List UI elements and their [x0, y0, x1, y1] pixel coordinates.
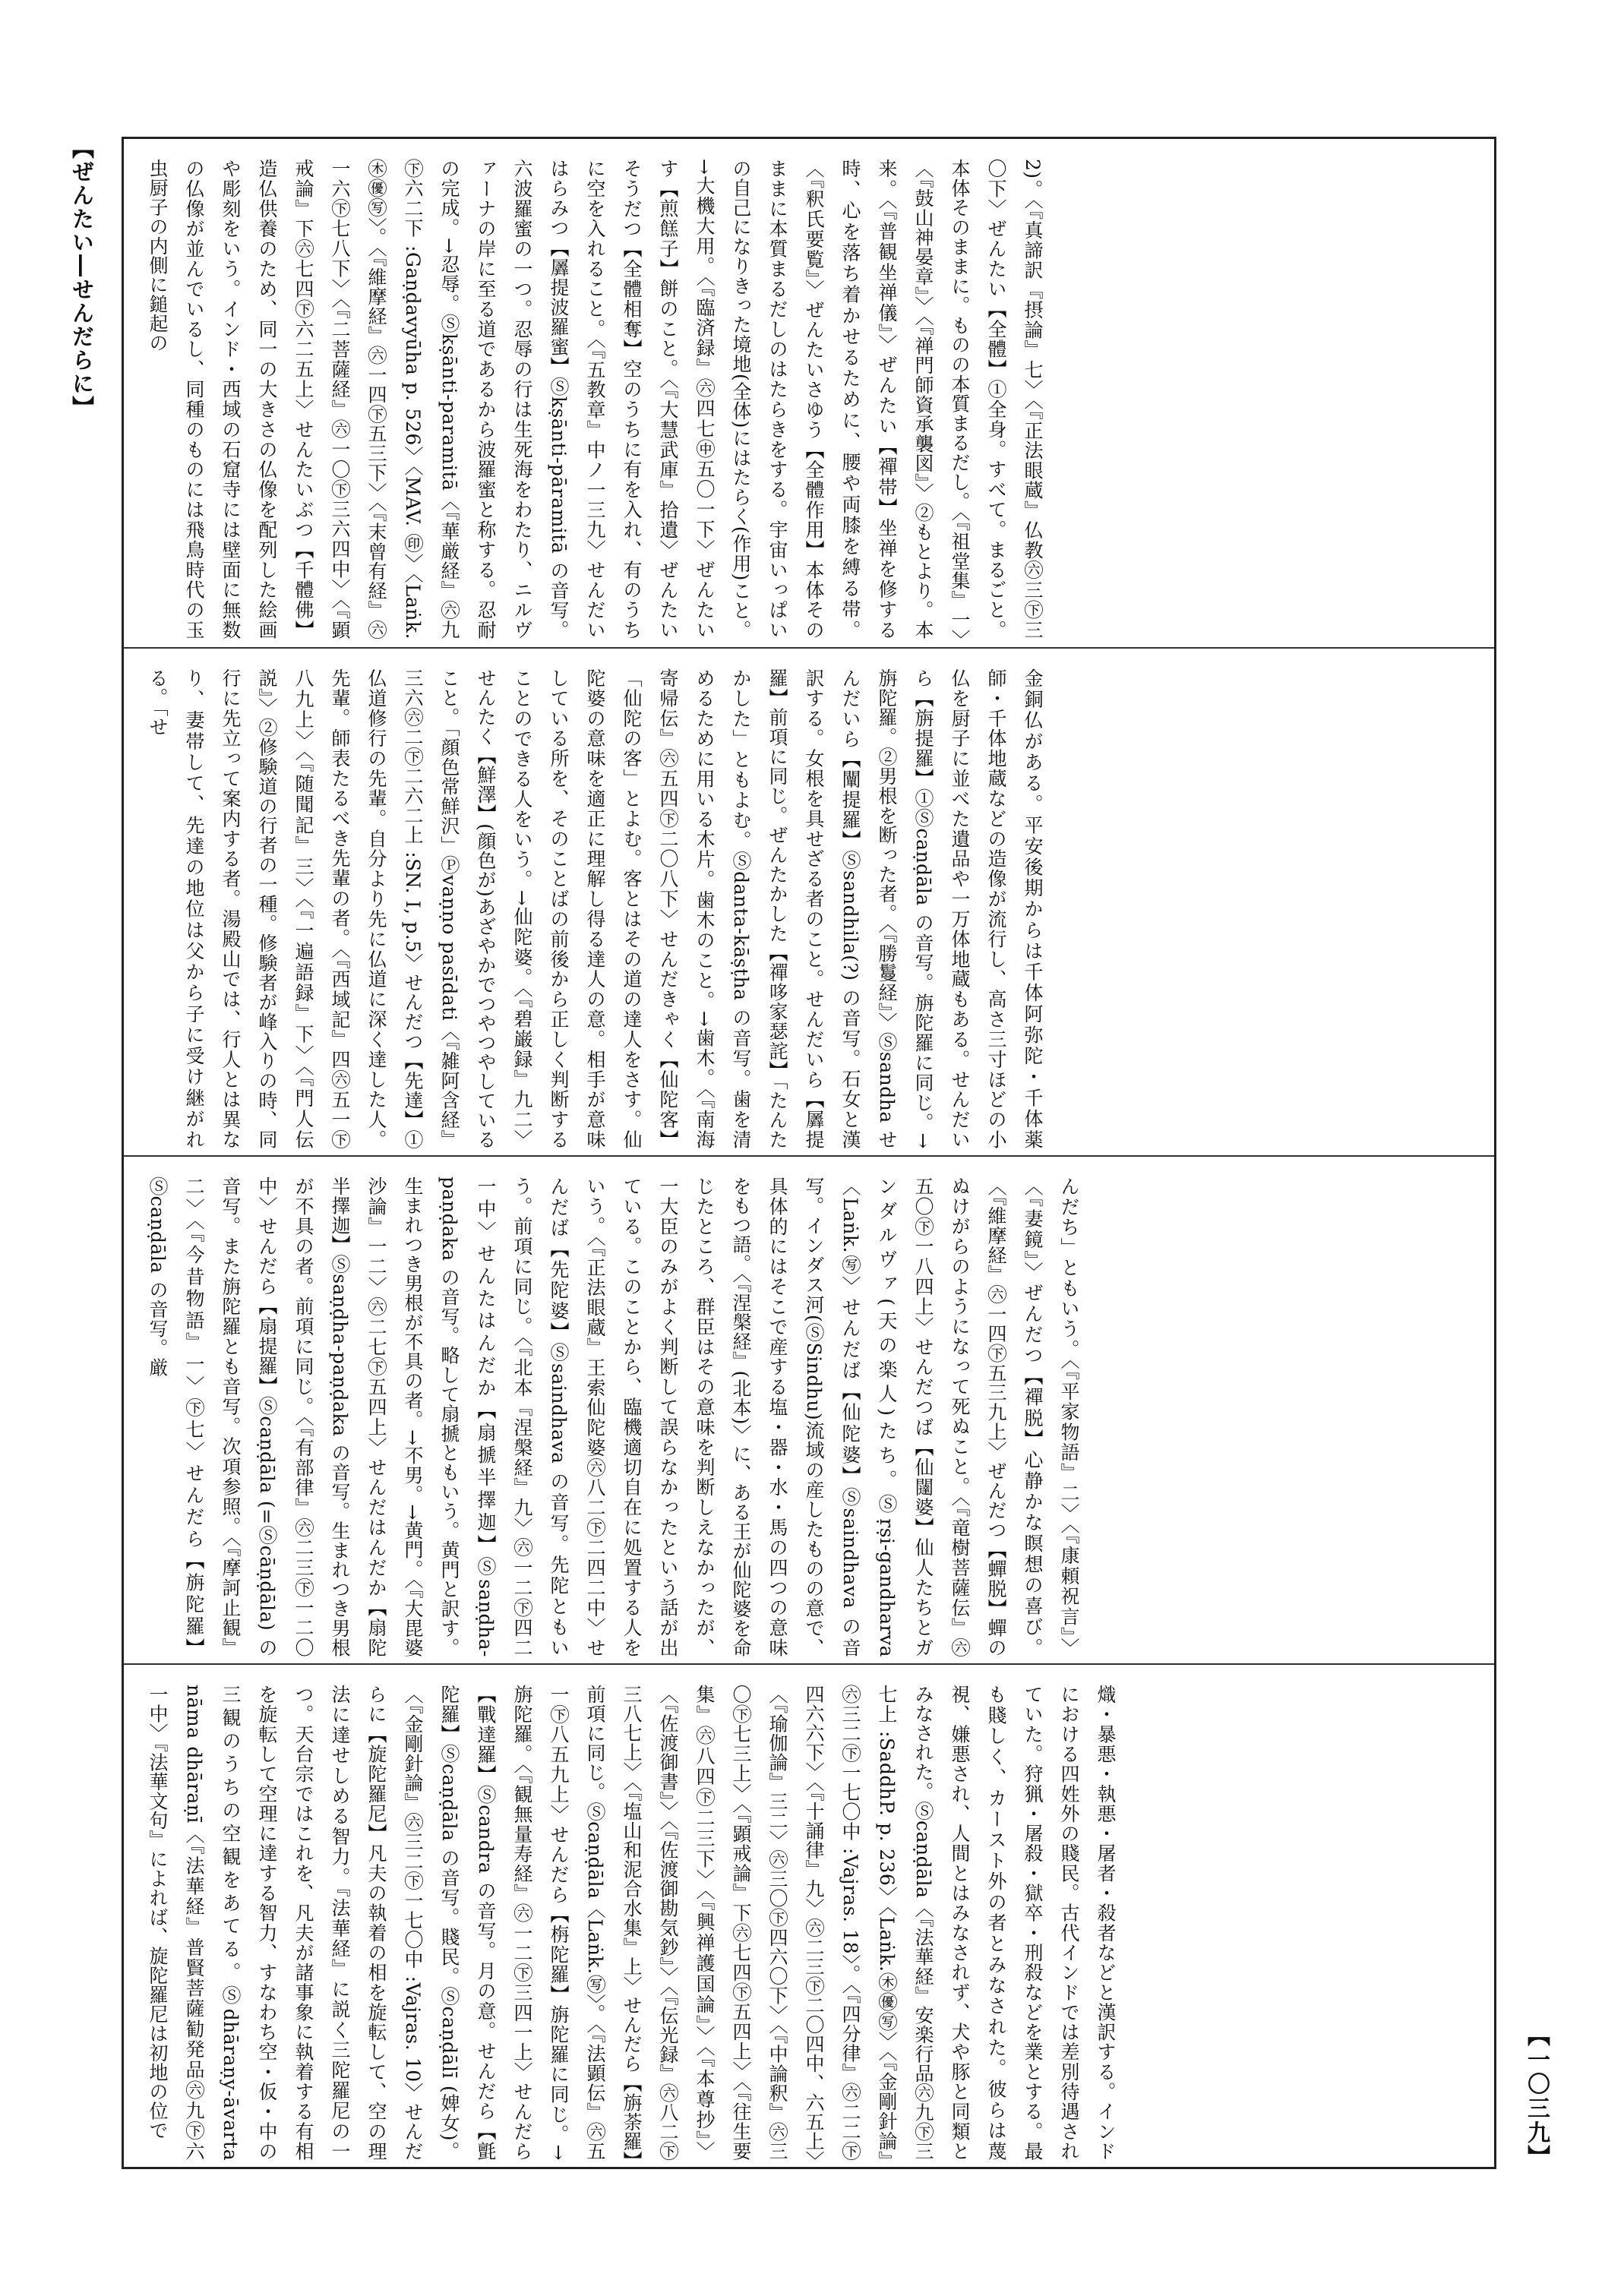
tier-1-text: 2)。〈『真諦訳『摂論』七〉〈『正法眼蔵』仏教㊅三㊦三〇下〉ぜんたい【全體】①全身。すべて。まるごと。本体そのままに。ものの本質まるだし。〈『祖堂集』一〉〈『鼓山神晏章』〉〈『禅門師資承襲図』〉②もとより。本来。〈『普観坐禅儀』〉ぜんたい【禪帯】坐禅を修する時、心を落ち着かせるために、腰や両膝を縛る帯。〈『釈氏要覧』〉ぜんたいさゆう【全體作用】本体そのままに本質まるだしのはたらきをする。宇宙いっぱいの自己になりきった境地(全体)にはたらく(作用)こと。→大機大用。〈『臨済録』㊅四七㊥五〇一下〉ぜんたいす【煎餻子】餅のこと。〈『大慧武庫』拾遺〉ぜんたいそうだつ【全體相奪】空のうちに有を入れ、有のうちに空を入れること。〈『五教章』中ノ一三九〉せんだいはらみつ【羼提波羅蜜】Ⓢkṣānti-pāramitā の音写。六波羅蜜の一つ。忍辱の行は生死海をわたり、ニルヴァーナの岸に至る道であるから波羅蜜と称する。忍耐の完成。→忍辱。Ⓢkṣānti-paramitā〈『華厳経』㊅九㊦六二下 :Gaṇḍavyūha p. 526〉〈MAV. ㊞〉〈Laṅk.㊍㊝㊢〉。〈『維摩経』㊅一四㊦五三下〉〈『末曾有経』㊅一六㊦七八下〉〈『二菩薩経』㊅一〇㊦三六四中〉〈『顕戒論』下㊅七四㊦六二五上〉せんたいぶつ【千體佛】造仏供養のため、同一の大きさの仏像を配列した絵画や彫刻をいう。インド・西域の石窟寺には壁面に無数の仏像が並んでいるし、同種のものには飛鳥時代の玉虫厨子の内側に鎚起の	[147, 159, 1044, 640]
tier-1	[124, 139, 1494, 647]
tier-4-text: 熾・暴悪・執悪・屠者・殺者などと漢訳する。インドにおける四姓外の賤民。古代インドでは差別待遇されていた。狩猟・屠殺・獄卒・刑殺などを業とする。最も賤しく、カースト外の者とみなされた。彼らは蔑視、嫌悪され、人間とはみなされず、犬や豚と同類とみなされた。Ⓢcaṇḍāla〈『法華経』安楽行品㊅九㊦三七上 :SaddhP. p. 236〉〈Laṅk.㊍㊝㊢〉〈『金剛針論』㊅三二㊦一七〇中 :Vajras. 18〉。〈『四分律』㊅二二㊦四六六下〉〈『十誦律』九〉㊅二三㊦二〇四中、六五上〉〈『瑜伽論』三二〉㊅三〇㊦四六〇下〉〈『中論釈』㊅三〇㊦七三上〉〈『顕戒論』下㊅七四㊦五四上〉〈『往生要集』㊅八四㊦二三下〉〈『興禅護国論』〉〈『本尊抄』〉〈『佐渡御書』〉〈『佐渡御勘気鈔』〉〈『伝光録』㊅八二㊦三八七上〉〈『塩山和泥合水集』上〉せんだら【旃荼羅】前項に同じ。Ⓢcaṇḍāla〈Laṅk.㊢〉。〈『法顕伝』㊅五一㊦八五九上〉せんだら【栴陀羅】旃陀羅に同じ。→旃陀羅。〈『観無量寿経』㊅一二㊦三四一上〉せんだら【戰達羅】Ⓢcandra の音写。月の意。せんだら【氈陀羅】Ⓢcaṇḍāla の音写。賤民。Ⓢcaṇḍālī (婢女)。〈『金剛針論』㊅三二㊦一七〇中 :Vajras. 10〉せんだらに【旋陀羅尼】凡夫の執着の相を旋転して、空の理法に達せしめる智力。『法華経』に説く三陀羅尼の一つ。天台宗ではこれを、凡夫が諸事象に執着する有相を旋転して空理に達する智力、すなわち空・仮・中の三観のうちの空観をあてる。Ⓢdhāraṇy-āvarta nāma dhāraṇī〈『法華経』普賢菩薩勧発品㊅九㊦六一中〉『法華文句』によれば、旋陀羅尼は初地の位で	[147, 1685, 1117, 2161]
tier-2	[124, 647, 1494, 1157]
page-number: 【一〇三九】	[1523, 2023, 1550, 2169]
tier-4	[124, 1663, 1494, 2168]
dictionary-frame	[122, 137, 1496, 2169]
tier-2-text: 金銅仏がある。平安後期からは千体阿弥陀・千体薬師・千体地蔵などの造像が流行し、高さ三寸ほどの小仏を厨子に並べた遺品や一万体地蔵もある。せんだいら【旃提羅】①Ⓢcaṇḍāla の音写。旃陀羅に同じ。→旃陀羅。②男根を断った者。〈『勝鬘経』〉Ⓢsandha せんだいら【闡提羅】Ⓢsandhila(?) の音写。石女と漢訳する。女根を具せざる者のこと。せんだいら【羼提羅】前項に同じ。ぜんたかした【禪哆家瑟詫】「たんたかした」ともよむ。Ⓢdanta-kāṣṭha の音写。歯を清めるために用いる木片。歯木のこと。→歯木。〈『南海寄帰伝』㊅五四㊦二〇八下〉せんだきゃく【仙陀客】「仙陀の客」とよむ。客とはその道の達人をさす。仙陀婆の意味を適正に理解し得る達人の意。相手が意味している所を、そのことばの前後から正しく判断することのできる人をいう。→仙陀婆。〈『碧巌録』九二〉せんたく【鮮澤】(顔色が)あざやかでつやつやしていること。「顔色常鮮沢」Ⓟvaṇṇo pasīdati〈『雑阿含経』三六㊅二㊦二六二上 :SN. I, p.5〉せんだつ【先達】①仏道修行の先輩。自分より先に仏道に深く達した人。先輩。師表たるべき先輩の者。〈『西域記』四㊅五一㊦八九上〉〈『随聞記』三〉〈『一遍語録』下〉〈『門人伝説』〉②修験道の行者の一種。修験者が峰入りの時、同行に先立って案内する者。湯殿山では、行人とは異なり、妻帯して、先達の地位は父から子に受け継がれる。「せ	[147, 668, 1044, 1150]
running-head: 【ぜんたい―せんだらに】	[69, 137, 95, 419]
tier-3	[124, 1155, 1494, 1665]
tier-3-text: んだち」ともいう。〈『平家物語』二〉〈『康頼祝言』〉〈『妻鏡』〉ぜんだつ【禪脱】心静かな瞑想の喜び。〈『維摩経』㊅一四㊦五三九上〉ぜんだつ【蟬脱】蟬のぬけがらのようになって死ぬこと。〈『竜樹菩薩伝』㊅五〇㊦一八四上〉せんだつば【仙闥婆】仙人たちとガンダルヴァ(天の楽人)たち。Ⓢṛṣi-gandharva〈Laṅk.㊢〉せんだば【仙陀婆】Ⓢsaindhava の音写。インダス河(ⓈSindhu)流域の産したものの意で、具体的にはそこで産する塩・器・水・馬の四つの意味をもつ語。〈『涅槃経』(北本)〉に、ある王が仙陀婆を命じたところ、群臣はその意味を判断しえなかったが、一大臣のみがよく判断して誤らなかったという話が出ている。このことから、臨機適切自在に処置する人をいう。〈『正法眼蔵』王索仙陀婆㊅八二㊦二四二中〉せんだば【先陀婆】Ⓢsaindhava の音写。先陀ともいう。前項に同じ。〈『北本『涅槃経』九〉㊅一二㊦四二一中〉せんたはんだか【扇搋半擇迦】Ⓢsaṇḍha-paṇḍaka の音写。略して扇搋ともいう。黄門と訳す。生まれつき男根が不具の者。→不男。→黄門。〈『大毘婆沙論』一二〉㊅二七㊦五四上〉せんだはんだか【扇陀半擇迦】Ⓢsaṇḍha-paṇḍaka の音写。生まれつき男根が不具の者。前項に同じ。〈『有部律』㊅二三㊦一二〇中〉せんだら【扇提羅】Ⓢcaṇḍāla (=Ⓢcāṇḍāla) の音写。また旃陀羅とも音写。次項参照。〈『摩訶止観』二〉〈『今昔物語』一〉㊦七〉せんだら【旃陀羅】Ⓢcaṇḍāla の音写。厳	[147, 1176, 1080, 1658]
